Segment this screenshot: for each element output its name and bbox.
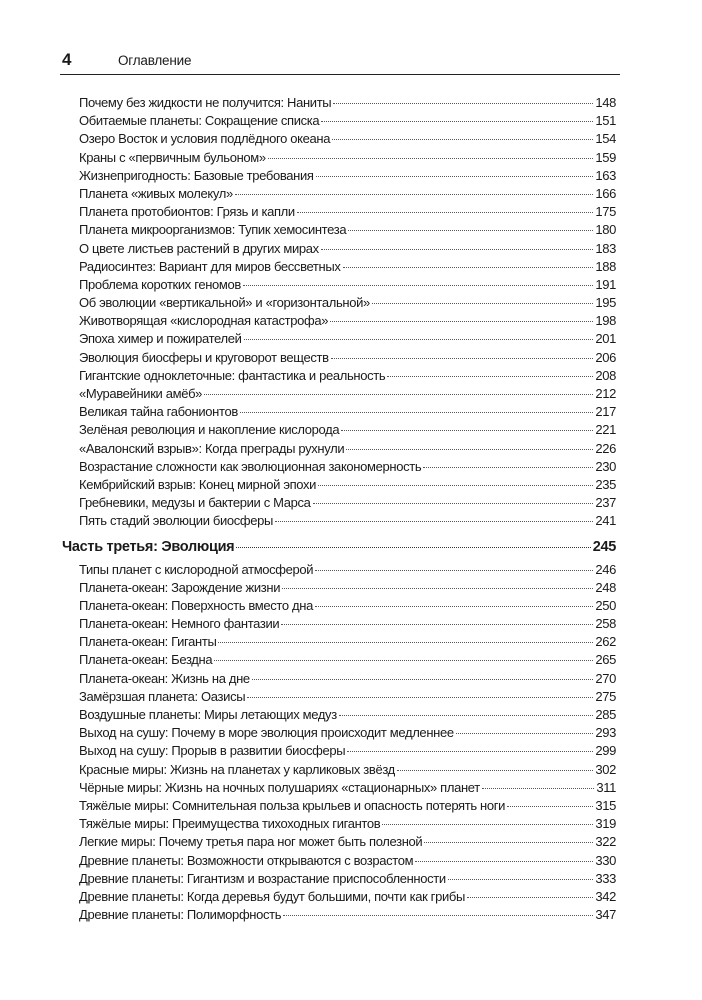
toc-entry[interactable] xyxy=(62,742,616,760)
dot-leader xyxy=(448,878,594,880)
toc-entry-title: Радиосинтез: Вариант для миров бессветных xyxy=(79,258,341,274)
toc-entry[interactable] xyxy=(62,779,616,797)
toc-entry-page: 195 xyxy=(595,295,616,311)
toc-entry-title: Планета-океан: Бездна xyxy=(79,652,213,668)
toc-entry-page: 262 xyxy=(595,634,616,650)
toc-entry[interactable] xyxy=(62,330,616,348)
toc-entry-title: Эволюция биосферы и круговорот веществ xyxy=(79,349,329,365)
toc-entry-title: Красные миры: Жизнь на планетах у карликовых звёзд xyxy=(79,761,395,777)
toc-entry[interactable] xyxy=(62,888,616,906)
dot-leader xyxy=(347,750,593,752)
toc-entry[interactable] xyxy=(62,494,616,512)
toc-entry-page: 248 xyxy=(595,579,616,595)
toc-entry[interactable] xyxy=(62,633,616,651)
dot-leader xyxy=(214,659,593,661)
toc-entry-page: 302 xyxy=(595,761,616,777)
toc-entry-page: 208 xyxy=(595,367,616,383)
toc-entry-page: 265 xyxy=(595,652,616,668)
toc-entry-title: Гигантские одноклеточные: фантастика и реальность xyxy=(79,367,386,383)
toc-entry-page: 311 xyxy=(596,779,616,795)
dot-leader xyxy=(268,157,594,159)
dot-leader xyxy=(348,229,593,231)
toc-entry[interactable] xyxy=(62,615,616,633)
toc-entry-title: Почему без жидкости не получится: Наниты xyxy=(79,95,332,110)
toc-entry-page: 188 xyxy=(595,258,616,274)
toc-entry-page: 226 xyxy=(595,440,616,456)
toc-entry-page: 322 xyxy=(595,834,616,850)
dot-leader xyxy=(467,896,593,898)
toc-entry[interactable] xyxy=(62,833,616,851)
dot-leader xyxy=(339,714,594,716)
toc-entry-title: Озеро Восток и условия подлёдного океана xyxy=(79,131,331,147)
dot-leader xyxy=(397,769,593,771)
toc-entry[interactable] xyxy=(62,797,616,815)
toc-entry[interactable] xyxy=(62,421,616,439)
toc-entry-page: 180 xyxy=(595,222,616,238)
toc-entry-title: Планета-океан: Немного фантазии xyxy=(79,616,280,632)
toc-entry-page: 293 xyxy=(595,725,616,741)
dot-leader xyxy=(423,466,593,468)
toc-entry[interactable] xyxy=(62,258,616,276)
toc-entry[interactable] xyxy=(62,240,616,258)
toc-entry-title: Часть третья: Эволюция xyxy=(62,538,235,555)
toc-entry-title: Планета «живых молекул» xyxy=(79,185,233,201)
dot-leader xyxy=(382,823,593,825)
toc-entry-title: Легкие миры: Почему третья пара ног может быть полезной xyxy=(79,834,423,850)
dot-leader xyxy=(456,732,594,734)
dot-leader xyxy=(343,266,594,268)
toc-entry-title: Планета микроорганизмов: Тупик хемосинтеза xyxy=(79,222,347,238)
toc-entry-page: 258 xyxy=(595,616,616,632)
dot-leader xyxy=(243,284,593,286)
toc-entry-page: 250 xyxy=(595,597,616,613)
dot-leader xyxy=(236,546,590,548)
toc-entry[interactable] xyxy=(62,112,616,130)
table-of-contents xyxy=(62,94,616,924)
toc-part-heading[interactable] xyxy=(62,536,616,558)
toc-entry-page: 191 xyxy=(595,276,616,292)
toc-entry-title: Тяжёлые миры: Сомнительная польза крыльев и опасность потерять ноги xyxy=(79,797,506,813)
toc-entry-title: Возрастание сложности как эволюционная закономерность xyxy=(79,458,422,474)
toc-entry-title: Жизнепригодность: Базовые требования xyxy=(79,167,314,183)
toc-entry[interactable] xyxy=(62,761,616,779)
dot-leader xyxy=(313,502,594,504)
toc-entry-page: 159 xyxy=(595,149,616,165)
toc-entry[interactable] xyxy=(62,203,616,221)
dot-leader xyxy=(372,302,593,304)
toc-entry-title: Чёрные миры: Жизнь на ночных полушариях «стационарных» планет xyxy=(79,779,480,795)
dot-leader xyxy=(321,120,593,122)
dot-leader xyxy=(321,248,594,250)
toc-entry-title: Эпоха химер и пожирателей xyxy=(79,331,242,347)
toc-entry-page: 154 xyxy=(595,131,616,147)
dot-leader xyxy=(275,520,593,522)
toc-entry-title: Выход на сушу: Почему в море эволюция происходит медленнее xyxy=(79,725,454,741)
toc-entry[interactable] xyxy=(62,312,616,330)
toc-entry-title: Животворящая «кислородная катастрофа» xyxy=(79,313,329,329)
toc-entry[interactable] xyxy=(62,385,616,403)
dot-leader xyxy=(331,357,594,359)
toc-entry-page: 151 xyxy=(595,113,616,129)
toc-entry-page: 201 xyxy=(595,331,616,347)
dot-leader xyxy=(244,338,594,340)
toc-entry-page: 342 xyxy=(595,888,616,904)
toc-entry-title: Древние планеты: Возможности открываются с возрастом xyxy=(79,852,414,868)
toc-entry-page: 237 xyxy=(595,495,616,511)
toc-entry-title: Замёрзшая планета: Оазисы xyxy=(79,688,246,704)
toc-entry[interactable] xyxy=(62,815,616,833)
toc-entry-title: О цвете листьев растений в других мирах xyxy=(79,240,319,256)
dot-leader xyxy=(332,138,593,140)
toc-entry-title: Планета-океан: Жизнь на дне xyxy=(79,670,250,686)
toc-entry-title: Планета-океан: Зарождение жизни xyxy=(79,579,281,595)
running-title: Оглавление xyxy=(118,53,192,68)
toc-entry-page: 245 xyxy=(592,538,616,555)
toc-entry-title: «Авалонский взрыв»: Когда преграды рухнули xyxy=(79,440,345,456)
toc-entry-title: Планета-океан: Поверхность вместо дна xyxy=(79,597,313,613)
dot-leader xyxy=(297,211,594,213)
toc-entry-title: Планета протобионтов: Грязь и капли xyxy=(79,204,295,220)
toc-entry-page: 330 xyxy=(595,852,616,868)
toc-entry[interactable] xyxy=(62,561,616,579)
toc-entry-page: 206 xyxy=(595,349,616,365)
toc-entry-page: 183 xyxy=(595,240,616,256)
toc-entry-title: Проблема коротких геномов xyxy=(79,276,241,292)
toc-entry[interactable] xyxy=(62,724,616,742)
toc-entry-title: Обитаемые планеты: Сокращение списка xyxy=(79,113,320,129)
toc-entry-title: Тяжёлые миры: Преимущества тихоходных гигантов xyxy=(79,816,381,832)
toc-entry-page: 275 xyxy=(595,688,616,704)
dot-leader xyxy=(346,448,593,450)
toc-entry[interactable] xyxy=(62,706,616,724)
toc-entry[interactable] xyxy=(62,294,616,312)
toc-entry-page: 230 xyxy=(595,458,616,474)
toc-entry-page: 299 xyxy=(595,743,616,759)
toc-entry-title: Древние планеты: Полиморфность xyxy=(79,907,282,923)
toc-entry-title: Кембрийский взрыв: Конец мирной эпохи xyxy=(79,476,317,492)
toc-entry-page: 241 xyxy=(595,513,616,529)
dot-leader xyxy=(282,587,593,589)
toc-entry-page: 175 xyxy=(595,204,616,220)
toc-entry[interactable] xyxy=(62,852,616,870)
dot-leader xyxy=(235,193,594,195)
toc-entry-page: 333 xyxy=(595,870,616,886)
toc-entry-page: 163 xyxy=(595,167,616,183)
toc-entry-page: 235 xyxy=(595,476,616,492)
dot-leader xyxy=(341,429,593,431)
dot-leader xyxy=(218,641,593,643)
toc-entry-page: 270 xyxy=(595,670,616,686)
toc-entry[interactable] xyxy=(62,403,616,421)
toc-entry-page: 285 xyxy=(595,707,616,722)
toc-entry[interactable] xyxy=(62,367,616,385)
page-number: 4 xyxy=(62,50,72,69)
toc-entry-page: 166 xyxy=(595,185,616,201)
dot-leader xyxy=(315,569,593,571)
dot-leader xyxy=(252,678,594,680)
toc-entry-title: «Муравейники амёб» xyxy=(79,386,203,401)
toc-entry-title: Гребневики, медузы и бактерии с Марса xyxy=(79,495,311,511)
toc-entry-page: 347 xyxy=(595,907,616,923)
toc-entry-page: 315 xyxy=(595,797,616,813)
toc-entry-title: Типы планет с кислородной атмосферой xyxy=(79,561,314,577)
dot-leader xyxy=(333,102,593,104)
toc-entry[interactable] xyxy=(62,579,616,597)
dot-leader xyxy=(482,787,594,789)
toc-entry[interactable] xyxy=(62,906,616,924)
dot-leader xyxy=(318,484,593,486)
toc-entry[interactable] xyxy=(62,167,616,185)
dot-leader xyxy=(240,411,593,413)
dot-leader xyxy=(247,696,593,698)
toc-entry[interactable] xyxy=(62,349,616,367)
toc-entry-title: Зелёная революция и накопление кислорода xyxy=(79,422,340,438)
toc-entry[interactable] xyxy=(62,276,616,294)
dot-leader xyxy=(315,605,593,607)
toc-entry-page: 148 xyxy=(595,95,616,110)
toc-entry-title: Краны с «первичным бульоном» xyxy=(79,149,266,165)
toc-entry-page: 246 xyxy=(595,561,616,577)
dot-leader xyxy=(330,320,593,322)
toc-entry[interactable] xyxy=(62,185,616,203)
page-header xyxy=(60,48,620,75)
dot-leader xyxy=(507,805,593,807)
toc-entry[interactable] xyxy=(62,597,616,615)
dot-leader xyxy=(204,393,593,395)
toc-entry[interactable] xyxy=(62,458,616,476)
dot-leader xyxy=(415,860,593,862)
toc-entry[interactable] xyxy=(62,512,616,530)
toc-entry-title: Выход на сушу: Прорыв в развитии биосферы xyxy=(79,743,346,759)
toc-entry[interactable] xyxy=(62,440,616,458)
toc-entry-title: Великая тайна габонионтов xyxy=(79,404,238,420)
toc-entry[interactable] xyxy=(62,94,616,112)
toc-entry[interactable] xyxy=(62,476,616,494)
toc-entry-page: 212 xyxy=(595,386,616,401)
dot-leader xyxy=(316,175,594,177)
toc-entry[interactable] xyxy=(62,670,616,688)
toc-entry-title: Пять стадий эволюции биосферы xyxy=(79,513,274,529)
toc-entry[interactable] xyxy=(62,651,616,669)
toc-entry-page: 217 xyxy=(595,404,616,420)
toc-entry-page: 319 xyxy=(595,816,616,832)
dot-leader xyxy=(281,623,593,625)
toc-entry-title: Об эволюции «вертикальной» и «горизонтальной» xyxy=(79,295,370,311)
dot-leader xyxy=(387,375,593,377)
toc-entry-title: Планета-океан: Гиганты xyxy=(79,634,217,650)
toc-entry[interactable] xyxy=(62,221,616,239)
toc-entry-page: 221 xyxy=(595,422,616,438)
toc-entry-page: 198 xyxy=(595,313,616,329)
toc-entry[interactable] xyxy=(62,130,616,148)
dot-leader xyxy=(424,841,593,843)
toc-entry[interactable] xyxy=(62,870,616,888)
toc-entry-title: Древние планеты: Когда деревья будут большими, почти как грибы xyxy=(79,888,465,904)
toc-entry-title: Воздушные планеты: Миры летающих медуз xyxy=(79,707,337,722)
toc-entry-title: Древние планеты: Гигантизм и возрастание приспособленности xyxy=(79,870,446,886)
toc-entry[interactable] xyxy=(62,149,616,167)
dot-leader xyxy=(283,914,593,916)
toc-entry[interactable] xyxy=(62,688,616,706)
